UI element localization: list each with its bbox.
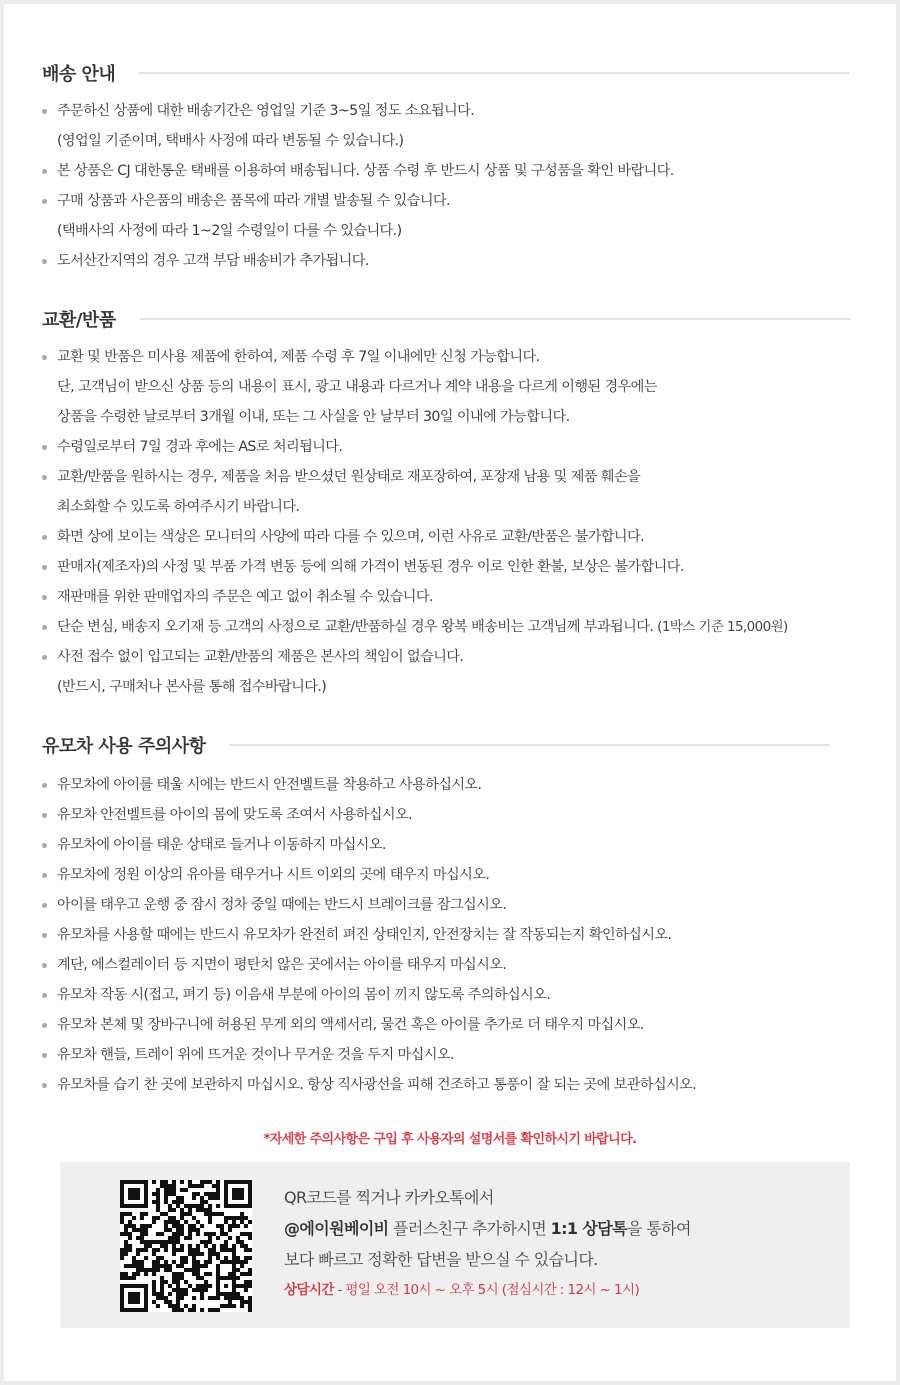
list-item-text: (영업일 기준이며, 택배사 사정에 따라 변동될 수 있습니다.) bbox=[57, 133, 404, 149]
section-divider bbox=[230, 744, 830, 746]
list-item bbox=[40, 612, 788, 642]
list-item bbox=[40, 462, 788, 522]
bullet-icon bbox=[42, 475, 47, 480]
list-item bbox=[40, 156, 674, 186]
kakao-contact-panel bbox=[60, 1162, 850, 1328]
list-item bbox=[40, 522, 788, 552]
bullet-icon bbox=[42, 1053, 47, 1058]
shipping-list bbox=[40, 96, 674, 276]
bullet-icon bbox=[42, 903, 47, 908]
bullet-icon bbox=[42, 813, 47, 818]
section-title: 유모차 사용 주의사항 bbox=[42, 736, 206, 757]
section-title: 교환/반품 bbox=[42, 310, 116, 331]
qr-code-icon[interactable] bbox=[120, 1180, 252, 1312]
list-item-text: 최소화할 수 있도록 하여주시기 바랍니다. bbox=[57, 499, 300, 515]
bullet-icon bbox=[42, 109, 47, 114]
bullet-icon bbox=[42, 259, 47, 264]
list-item bbox=[40, 860, 696, 890]
section-header-returns bbox=[42, 306, 850, 332]
list-item-text: 화면 상에 보이는 색상은 모니터의 사양에 따라 다를 수 있으며, 이런 사유로 교환/반품은 불가합니다. bbox=[57, 529, 645, 545]
bullet-icon bbox=[42, 655, 47, 660]
bullet-icon bbox=[42, 565, 47, 570]
contact-line-2-end: 을 통하여 bbox=[626, 1219, 691, 1238]
bullet-icon bbox=[42, 1023, 47, 1028]
list-item-text: 계단, 에스컬레이터 등 지면이 평탄치 않은 곳에서는 아이를 태우지 마십시오. bbox=[57, 957, 507, 973]
bullet-icon bbox=[42, 993, 47, 998]
manual-notice: *자세한 주의사항은 구입 후 사용자의 설명서를 확인하시기 바랍니다. bbox=[263, 1132, 637, 1147]
list-item-text: 사전 접수 없이 입고되는 교환/반품의 제품은 본사의 책임이 없습니다. bbox=[57, 649, 464, 665]
list-item-text: 유모차 안전벨트를 아이의 몸에 맞도록 조여서 사용하십시오. bbox=[57, 807, 412, 823]
bullet-icon bbox=[42, 963, 47, 968]
list-item bbox=[40, 950, 696, 980]
bullet-icon bbox=[42, 873, 47, 878]
list-item bbox=[40, 1040, 696, 1070]
consult-hours-text: - 평일 오전 10시 ~ 오후 5시 (점심시간 : 12시 ~ 1시) bbox=[333, 1282, 640, 1298]
list-item-suffix: (1박스 기준 15,000원) bbox=[657, 619, 788, 635]
contact-line-2-mid: 플러스친구 추가하시면 bbox=[388, 1219, 551, 1238]
list-item bbox=[40, 980, 696, 1010]
list-item bbox=[40, 890, 696, 920]
list-item-text: 구매 상품과 사은품의 배송은 품목에 따라 개별 발송될 수 있습니다. bbox=[57, 193, 450, 209]
list-item-text-main: 단순 변심, 배송지 오기재 등 고객의 사정으로 교환/반품하실 경우 왕복 배송비는 고객님께 부과됩니다. bbox=[57, 619, 654, 635]
list-item bbox=[40, 1070, 696, 1100]
section-title: 배송 안내 bbox=[42, 64, 116, 85]
list-item-text: 판매자(제조자)의 사정 및 부품 가격 변동 등에 의해 가격이 변동된 경우 이로 인한 환불, 보상은 불가합니다. bbox=[57, 559, 684, 575]
contact-line-3: 보다 빠르고 정확한 답변을 받으실 수 있습니다. bbox=[284, 1250, 598, 1269]
list-item bbox=[40, 246, 674, 276]
contact-text bbox=[284, 1182, 691, 1298]
bullet-icon bbox=[42, 535, 47, 540]
list-item bbox=[40, 96, 674, 156]
list-item-text: 상품을 수령한 날로부터 3개월 이내, 또는 그 사실을 안 날부터 30일 이내에 가능합니다. bbox=[57, 409, 570, 425]
list-item-text: 유모차에 정원 이상의 유아를 태우거나 시트 이외의 곳에 태우지 마십시오. bbox=[57, 867, 490, 883]
list-item-text: 유모차에 아이를 태울 시에는 반드시 안전벨트를 착용하고 사용하십시오. bbox=[57, 777, 482, 793]
consult-hours bbox=[284, 1278, 691, 1298]
list-item bbox=[40, 642, 788, 702]
list-item-text: 유모차 작동 시(접고, 펴기 등) 이음새 부분에 아이의 몸이 끼지 않도록 주의하십시오. bbox=[57, 987, 551, 1003]
kakao-channel-name[interactable]: @에이원베이비 bbox=[284, 1219, 389, 1238]
list-item bbox=[40, 1010, 696, 1040]
list-item-text: 아이를 태우고 운행 중 잠시 정차 중일 때에는 반드시 브레이크를 잠그십시오. bbox=[57, 897, 507, 913]
section-header-shipping bbox=[42, 60, 849, 86]
bullet-icon bbox=[42, 595, 47, 600]
page-frame bbox=[4, 4, 896, 1381]
section-header-stroller-caution bbox=[42, 732, 830, 758]
list-item-text: 유모차에 아이를 태운 상태로 들거나 이동하지 마십시오. bbox=[57, 837, 386, 853]
consult-hours-label: 상담시간 bbox=[284, 1282, 334, 1298]
contact-line-1: QR코드를 찍거나 카카오톡에서 bbox=[284, 1188, 494, 1207]
list-item-text: (반드시, 구매처나 본사를 통해 접수바랍니다.) bbox=[57, 679, 327, 695]
list-item-text: 재판매를 위한 판매업자의 주문은 예고 없이 취소될 수 있습니다. bbox=[57, 589, 433, 605]
list-item bbox=[40, 920, 696, 950]
bullet-icon bbox=[42, 625, 47, 630]
list-item bbox=[40, 552, 788, 582]
stroller-caution-list bbox=[40, 770, 696, 1100]
list-item-text: 유모차를 사용할 때에는 반드시 유모차가 완전히 펴진 상태인지, 안전장치는 잘 작동되는지 확인하십시오. bbox=[57, 927, 672, 943]
bullet-icon bbox=[42, 783, 47, 788]
bullet-icon bbox=[42, 1083, 47, 1088]
bullet-icon bbox=[42, 355, 47, 360]
bullet-icon bbox=[42, 445, 47, 450]
list-item bbox=[40, 830, 696, 860]
list-item bbox=[40, 432, 788, 462]
list-item-text: 유모차 핸들, 트레이 위에 뜨거운 것이나 무거운 것을 두지 마십시오. bbox=[57, 1047, 454, 1063]
list-item-text: 단, 고객님이 받으신 상품 등의 내용이 표시, 광고 내용과 다르거나 계약 내용을 다르게 이행된 경우에는 bbox=[57, 379, 657, 395]
list-item bbox=[40, 800, 696, 830]
list-item-text: (택배사의 사정에 따라 1~2일 수령일이 다를 수 있습니다.) bbox=[57, 223, 402, 239]
list-item-text bbox=[57, 612, 788, 642]
section-divider bbox=[139, 72, 849, 74]
list-item bbox=[40, 770, 696, 800]
section-divider bbox=[140, 318, 850, 320]
bullet-icon bbox=[42, 843, 47, 848]
list-item bbox=[40, 582, 788, 612]
contact-line-2 bbox=[284, 1213, 691, 1244]
list-item bbox=[40, 342, 788, 432]
list-item-text: 주문하신 상품에 대한 배송기간은 영업일 기준 3~5일 정도 소요됩니다. bbox=[57, 103, 475, 119]
list-item bbox=[40, 186, 674, 246]
list-item-text: 유모차를 습기 찬 곳에 보관하지 마십시오. 항상 직사광선을 피해 건조하고 통풍이 잘 되는 곳에 보관하십시오. bbox=[57, 1077, 697, 1093]
consult-service-name: 1:1 상담톡 bbox=[550, 1219, 627, 1238]
list-item-text: 도서산간지역의 경우 고객 부담 배송비가 추가됩니다. bbox=[57, 253, 369, 269]
bullet-icon bbox=[42, 169, 47, 174]
bullet-icon bbox=[42, 933, 47, 938]
list-item-text: 본 상품은 CJ 대한통운 택배를 이용하여 배송됩니다. 상품 수령 후 반드시 상품 및 구성품을 확인 바랍니다. bbox=[57, 163, 674, 179]
list-item-text: 수령일로부터 7일 경과 후에는 AS로 처리됩니다. bbox=[57, 439, 343, 455]
list-item-text: 유모차 본체 및 장바구니에 허용된 무게 외의 액세서리, 물건 혹은 아이를 추가로 더 태우지 마십시오. bbox=[57, 1017, 644, 1033]
list-item-text: 교환/반품을 원하시는 경우, 제품을 처음 받으셨던 원상태로 재포장하여, 포장재 남용 및 제품 훼손을 bbox=[57, 469, 641, 485]
returns-list bbox=[40, 342, 788, 702]
bullet-icon bbox=[42, 199, 47, 204]
list-item-text: 교환 및 반품은 미사용 제품에 한하여, 제품 수령 후 7일 이내에만 신청 가능합니다. bbox=[57, 349, 540, 365]
